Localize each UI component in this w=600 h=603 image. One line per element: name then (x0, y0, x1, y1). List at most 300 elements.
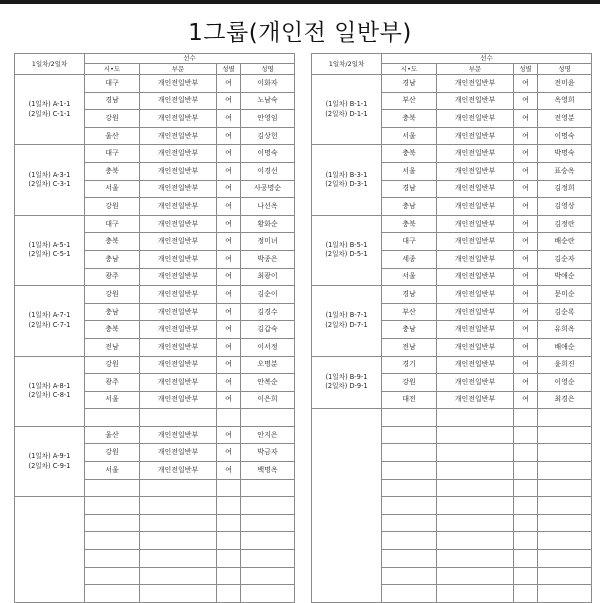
cell-region: 충북 (85, 321, 140, 339)
cell-name: 김순자 (538, 250, 592, 268)
cell-region: 서울 (85, 180, 140, 198)
cell-gender: 여 (217, 321, 241, 339)
cell-region: 서울 (85, 462, 140, 480)
cell-gender: 여 (217, 145, 241, 163)
cell-gender: 여 (217, 127, 241, 145)
cell-region: 경남 (85, 92, 140, 110)
header-division: 부문 (437, 64, 514, 75)
group-label-cell (15, 497, 85, 603)
cell-name: 전미윤 (538, 75, 592, 93)
cell-name: 김갑숙 (241, 321, 295, 339)
cell-division (437, 479, 514, 497)
cell-gender: 여 (514, 303, 538, 321)
cell-gender (217, 567, 241, 585)
cell-division (140, 409, 217, 427)
cell-division (437, 426, 514, 444)
cell-gender (514, 497, 538, 515)
cell-gender: 여 (217, 426, 241, 444)
cell-division: 개인전일반부 (437, 338, 514, 356)
cell-name: 황화순 (241, 215, 295, 233)
group-label-cell (15, 426, 85, 496)
cell-gender (217, 585, 241, 603)
cell-region: 충북 (382, 145, 437, 163)
cell-division: 개인전일반부 (140, 374, 217, 392)
group-day2-label: (2일차) C-3-1 (28, 180, 71, 189)
header-gender: 성별 (217, 64, 241, 75)
cell-gender: 여 (217, 391, 241, 409)
cell-division (140, 479, 217, 497)
cell-division: 개인전일반부 (437, 356, 514, 374)
cell-division: 개인전일반부 (140, 321, 217, 339)
cell-division: 개인전일반부 (140, 198, 217, 216)
cell-region (85, 409, 140, 427)
cell-region (382, 514, 437, 532)
cell-name: 전영분 (538, 110, 592, 128)
cell-gender: 여 (514, 233, 538, 251)
cell-division: 개인전일반부 (140, 286, 217, 304)
cell-region (382, 550, 437, 568)
table-row (312, 145, 592, 163)
cell-division: 개인전일반부 (140, 250, 217, 268)
group-label-cell (312, 286, 382, 356)
cell-name: 최경은 (538, 391, 592, 409)
cell-gender: 여 (217, 92, 241, 110)
cell-region (382, 497, 437, 515)
group-label-cell (15, 75, 85, 145)
cell-region: 강원 (85, 356, 140, 374)
cell-region: 대구 (85, 75, 140, 93)
cell-region: 서울 (85, 391, 140, 409)
cell-region: 울산 (85, 426, 140, 444)
cell-name: 이영순 (538, 374, 592, 392)
group-day2-label: (2일차) C-5-1 (28, 250, 71, 259)
cell-name: 이서정 (241, 338, 295, 356)
cell-name: 사공명순 (241, 180, 295, 198)
cell-name: 이명숙 (538, 127, 592, 145)
cell-division (437, 409, 514, 427)
cell-gender: 여 (217, 338, 241, 356)
header-row-1 (312, 54, 592, 64)
cell-division: 개인전일반부 (140, 215, 217, 233)
cell-name: 김상헌 (241, 127, 295, 145)
cell-gender (514, 462, 538, 480)
group-day1-label: (1일차) A-7-1 (28, 311, 71, 320)
cell-division: 개인전일반부 (140, 356, 217, 374)
group-day1-label: (1일차) A-9-1 (28, 452, 71, 461)
cell-division: 개인전일반부 (437, 374, 514, 392)
cell-region: 서울 (382, 268, 437, 286)
cell-name (241, 532, 295, 550)
cell-division: 개인전일반부 (140, 110, 217, 128)
group-day1-label: (1일차) A-1-1 (28, 100, 71, 109)
cell-gender: 여 (217, 303, 241, 321)
group-day1-label: (1일차) B-5-1 (325, 240, 368, 249)
table-row (15, 497, 295, 515)
cell-gender: 여 (217, 162, 241, 180)
cell-region (85, 514, 140, 532)
cell-region: 경기 (382, 356, 437, 374)
cell-region: 울산 (85, 127, 140, 145)
cell-gender: 여 (514, 198, 538, 216)
cell-region: 강원 (85, 444, 140, 462)
cell-region (85, 532, 140, 550)
cell-region (382, 444, 437, 462)
cell-division: 개인전일반부 (437, 145, 514, 163)
cell-division: 개인전일반부 (140, 338, 217, 356)
cell-gender: 여 (217, 444, 241, 462)
cell-name (538, 585, 592, 603)
cell-name (538, 532, 592, 550)
cell-region (382, 426, 437, 444)
cell-region: 강원 (85, 198, 140, 216)
cell-name: 윤희진 (538, 356, 592, 374)
header-name: 성명 (538, 64, 592, 75)
cell-division: 개인전일반부 (437, 321, 514, 339)
cell-name (241, 550, 295, 568)
cell-region: 세종 (382, 250, 437, 268)
group-day1-label: (1일차) A-3-1 (28, 170, 71, 179)
top-bar (0, 0, 600, 4)
cell-name: 안영임 (241, 110, 295, 128)
cell-name (241, 514, 295, 532)
cell-name (538, 444, 592, 462)
cell-division: 개인전일반부 (437, 92, 514, 110)
group-label-cell (15, 145, 85, 215)
cell-division: 개인전일반부 (437, 233, 514, 251)
header-region: 시•도 (382, 64, 437, 75)
group-day2-label: (2일차) C-9-1 (28, 461, 71, 470)
cell-gender (514, 514, 538, 532)
group-day2-label: (2일차) D-9-1 (325, 382, 368, 391)
header-day: 1일차/2일차 (15, 54, 85, 75)
cell-division: 개인전일반부 (437, 268, 514, 286)
cell-gender: 여 (217, 356, 241, 374)
cell-division: 개인전일반부 (437, 180, 514, 198)
cell-division (437, 514, 514, 532)
cell-region: 서울 (382, 127, 437, 145)
cell-division: 개인전일반부 (140, 75, 217, 93)
page-title: 1그룹(개인전 일반부) (188, 20, 412, 46)
group-day2-label: (2일차) C-7-1 (28, 320, 71, 329)
cell-region: 대구 (85, 145, 140, 163)
cell-division: 개인전일반부 (437, 250, 514, 268)
cell-division: 개인전일반부 (140, 462, 217, 480)
cell-name: 김영상 (538, 198, 592, 216)
cell-region: 충북 (85, 233, 140, 251)
cell-region: 전남 (85, 338, 140, 356)
cell-name: 이화자 (241, 75, 295, 93)
cell-division: 개인전일반부 (140, 145, 217, 163)
cell-division (140, 567, 217, 585)
group-label-cell (312, 75, 382, 145)
cell-division: 개인전일반부 (140, 426, 217, 444)
cell-division (437, 444, 514, 462)
table-row (312, 215, 592, 233)
header-player: 선수 (85, 54, 295, 64)
cell-division (140, 550, 217, 568)
cell-division (140, 497, 217, 515)
cell-division: 개인전일반부 (140, 180, 217, 198)
group-day1-label: (1일차) B-1-1 (325, 100, 368, 109)
cell-region: 충북 (382, 110, 437, 128)
cell-division: 개인전일반부 (437, 286, 514, 304)
cell-division: 개인전일반부 (140, 127, 217, 145)
cell-gender (514, 532, 538, 550)
table-row (15, 426, 295, 444)
cell-gender: 여 (514, 356, 538, 374)
cell-name: 오명분 (241, 356, 295, 374)
group-label-cell (312, 145, 382, 215)
cell-region: 경남 (382, 286, 437, 304)
group-label-cell (15, 286, 85, 356)
cell-name (241, 567, 295, 585)
cell-gender: 여 (514, 180, 538, 198)
cell-gender (217, 479, 241, 497)
group-day2-label: (2일차) C-8-1 (28, 391, 71, 400)
header-region: 시•도 (85, 64, 140, 75)
cell-gender (514, 585, 538, 603)
cell-gender: 여 (217, 75, 241, 93)
cell-gender: 여 (514, 286, 538, 304)
cell-gender: 여 (514, 268, 538, 286)
group-day2-label: (2일차) D-3-1 (325, 180, 368, 189)
table-row (15, 75, 295, 93)
group-table-left (14, 53, 295, 603)
cell-name: 김정란 (538, 215, 592, 233)
cell-name (538, 514, 592, 532)
cell-division: 개인전일반부 (140, 162, 217, 180)
group-day1-label: (1일차) A-5-1 (28, 240, 71, 249)
cell-name (538, 426, 592, 444)
cell-gender: 여 (514, 110, 538, 128)
group-day2-label: (2일차) C-1-1 (28, 109, 71, 118)
cell-region: 경남 (382, 75, 437, 93)
cell-name: 백명옥 (241, 462, 295, 480)
header-row-1 (15, 54, 295, 64)
table-body-right (312, 54, 592, 603)
cell-region (382, 409, 437, 427)
cell-region: 충북 (382, 215, 437, 233)
cell-region: 대전 (382, 391, 437, 409)
cell-gender: 여 (217, 286, 241, 304)
cell-name: 이명숙 (241, 145, 295, 163)
cell-name (538, 497, 592, 515)
cell-region (85, 497, 140, 515)
cell-gender: 여 (514, 145, 538, 163)
cell-division (437, 567, 514, 585)
cell-region (85, 567, 140, 585)
cell-region: 부산 (382, 92, 437, 110)
group-label-cell (312, 409, 382, 603)
cell-region: 전남 (382, 338, 437, 356)
cell-gender (514, 479, 538, 497)
cell-division (140, 532, 217, 550)
cell-region: 서울 (382, 162, 437, 180)
cell-division: 개인전일반부 (437, 75, 514, 93)
header-player: 선수 (382, 54, 592, 64)
cell-name: 박애순 (538, 268, 592, 286)
cell-name (538, 550, 592, 568)
cell-gender (217, 550, 241, 568)
cell-division (140, 585, 217, 603)
table-row (312, 409, 592, 427)
cell-gender (217, 409, 241, 427)
cell-name: 나선옥 (241, 198, 295, 216)
cell-gender: 여 (514, 374, 538, 392)
cell-division (437, 532, 514, 550)
cell-name: 이은희 (241, 391, 295, 409)
table-row (15, 215, 295, 233)
cell-name: 안복순 (241, 374, 295, 392)
cell-name: 김순록 (538, 303, 592, 321)
cell-region (85, 585, 140, 603)
cell-division: 개인전일반부 (140, 303, 217, 321)
cell-division (437, 462, 514, 480)
cell-gender: 여 (514, 92, 538, 110)
cell-gender: 여 (514, 338, 538, 356)
cell-division: 개인전일반부 (437, 303, 514, 321)
cell-region (382, 585, 437, 603)
group-day1-label: (1일차) B-7-1 (325, 311, 368, 320)
cell-region (85, 550, 140, 568)
cell-name: 안지은 (241, 426, 295, 444)
cell-name: 김순이 (241, 286, 295, 304)
cell-division (437, 497, 514, 515)
cell-gender: 여 (217, 215, 241, 233)
cell-gender: 여 (514, 162, 538, 180)
cell-name (241, 479, 295, 497)
group-day2-label: (2일차) D-1-1 (325, 109, 368, 118)
header-division: 부문 (140, 64, 217, 75)
table-row (312, 356, 592, 374)
cell-gender (217, 497, 241, 515)
cell-division: 개인전일반부 (140, 444, 217, 462)
cell-gender: 여 (217, 462, 241, 480)
cell-gender: 여 (514, 127, 538, 145)
group-label-cell (312, 215, 382, 285)
table-row (15, 145, 295, 163)
cell-gender: 여 (217, 180, 241, 198)
cell-region: 광주 (85, 374, 140, 392)
table-body-left (15, 54, 295, 603)
cell-gender: 여 (217, 233, 241, 251)
cell-division (437, 550, 514, 568)
cell-division: 개인전일반부 (437, 127, 514, 145)
cell-name (241, 497, 295, 515)
cell-gender (514, 550, 538, 568)
cell-name: 옥영희 (538, 92, 592, 110)
cell-name (241, 409, 295, 427)
cell-division: 개인전일반부 (437, 110, 514, 128)
cell-name: 문미순 (538, 286, 592, 304)
header-name: 성명 (241, 64, 295, 75)
cell-name: 유희옥 (538, 321, 592, 339)
cell-name (538, 567, 592, 585)
cell-name: 김정희 (538, 180, 592, 198)
table-row (312, 75, 592, 93)
cell-gender (514, 426, 538, 444)
cell-region: 대구 (382, 233, 437, 251)
cell-gender: 여 (217, 198, 241, 216)
cell-division: 개인전일반부 (140, 268, 217, 286)
cell-gender: 여 (217, 374, 241, 392)
cell-name (538, 409, 592, 427)
cell-region: 경남 (382, 180, 437, 198)
cell-region (382, 567, 437, 585)
cell-name: 이경선 (241, 162, 295, 180)
cell-name: 박종은 (241, 250, 295, 268)
header-gender: 성별 (514, 64, 538, 75)
cell-region: 충남 (85, 303, 140, 321)
cell-division: 개인전일반부 (437, 215, 514, 233)
cell-gender (514, 444, 538, 462)
cell-division: 개인전일반부 (140, 391, 217, 409)
cell-gender: 여 (514, 215, 538, 233)
cell-gender: 여 (514, 391, 538, 409)
group-label-cell (15, 356, 85, 426)
cell-region (382, 479, 437, 497)
cell-name: 정미녀 (241, 233, 295, 251)
cell-gender: 여 (217, 250, 241, 268)
cell-region: 충북 (85, 162, 140, 180)
cell-region: 강원 (85, 110, 140, 128)
cell-division (437, 585, 514, 603)
cell-division: 개인전일반부 (140, 92, 217, 110)
cell-name: 배순란 (538, 233, 592, 251)
cell-gender: 여 (217, 268, 241, 286)
cell-name: 최광이 (241, 268, 295, 286)
group-label-cell (312, 356, 382, 409)
cell-gender: 여 (514, 75, 538, 93)
group-day1-label: (1일차) B-9-1 (325, 372, 368, 381)
cell-region: 충남 (382, 198, 437, 216)
cell-name: 김경수 (241, 303, 295, 321)
cell-gender (514, 409, 538, 427)
table-row (15, 286, 295, 304)
group-table-right (311, 53, 592, 603)
cell-region (85, 479, 140, 497)
group-label-cell (15, 215, 85, 285)
cell-name: 표승옥 (538, 162, 592, 180)
cell-region: 부산 (382, 303, 437, 321)
table-row (312, 286, 592, 304)
cell-name (538, 462, 592, 480)
cell-gender (217, 532, 241, 550)
cell-gender: 여 (514, 250, 538, 268)
cell-region: 광주 (85, 268, 140, 286)
cell-region: 대구 (85, 215, 140, 233)
cell-gender: 여 (217, 110, 241, 128)
group-day1-label: (1일차) B-3-1 (325, 170, 368, 179)
cell-division: 개인전일반부 (140, 233, 217, 251)
cell-division: 개인전일반부 (437, 198, 514, 216)
cell-name (241, 585, 295, 603)
group-day1-label: (1일차) A-8-1 (28, 381, 71, 390)
cell-gender (217, 514, 241, 532)
cell-name: 배애순 (538, 338, 592, 356)
cell-gender (514, 567, 538, 585)
table-row (15, 356, 295, 374)
cell-division (140, 514, 217, 532)
cell-region: 충남 (85, 250, 140, 268)
cell-gender: 여 (514, 321, 538, 339)
cell-region: 충남 (382, 321, 437, 339)
cell-division: 개인전일반부 (437, 162, 514, 180)
cell-division: 개인전일반부 (437, 391, 514, 409)
cell-region: 강원 (85, 286, 140, 304)
cell-name: 박금자 (241, 444, 295, 462)
cell-name (538, 479, 592, 497)
